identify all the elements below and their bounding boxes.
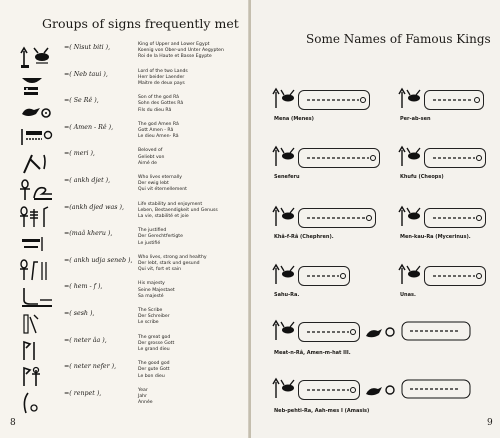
hieroglyph-icon <box>18 258 62 282</box>
sign-entry <box>14 281 246 311</box>
translation-line: Jahr <box>138 394 147 399</box>
translation-line: Der lebt, stark und gesund <box>138 261 200 266</box>
page-number: 8 <box>10 418 16 428</box>
cartouche-icon <box>298 322 360 342</box>
translation-line: Der Gerechtfertigte <box>138 234 183 240</box>
translations <box>138 255 207 274</box>
cartouche-icon <box>298 208 376 228</box>
translation-line: Maitre de deux pays <box>138 81 185 86</box>
translations <box>138 42 224 61</box>
nisut-biti-icon <box>398 264 424 290</box>
transliteration: =( ankh djet ), <box>64 177 111 184</box>
transliteration: =( neter nefer ), <box>64 363 117 371</box>
translation-line: Roi de la Haute et Basse Egypte <box>138 54 212 60</box>
translation-line: Le bon dieu <box>138 373 165 379</box>
king-name: Unas. <box>400 292 416 298</box>
second-cartouche-icon <box>364 320 474 346</box>
hieroglyph-icon <box>18 391 62 415</box>
sign-entry <box>14 42 246 72</box>
translation-line: Lord of the two Lands <box>138 68 188 74</box>
transliteration: =( sesh ), <box>64 310 95 317</box>
translation-line: Seine Majestaet <box>138 287 175 293</box>
translation-line: Der ewig lebt <box>138 181 169 187</box>
page-title: Some Names of Famous Kings <box>306 32 491 46</box>
transliteration: =( Se Rê ), <box>64 97 99 105</box>
translations <box>138 335 174 354</box>
translation-line: His majesty <box>138 281 165 287</box>
king-name: Seneferu <box>274 174 300 180</box>
hieroglyph-icon <box>18 205 62 229</box>
transliteration: =(ankh djed was ), <box>64 203 124 211</box>
sign-entry <box>14 361 246 391</box>
nisut-biti-icon <box>272 206 298 232</box>
translations <box>138 95 183 114</box>
king-name: Meat-n-Râ, Amen-m-hat III. <box>274 350 351 356</box>
king-name: Per-ab-sen <box>400 116 431 122</box>
translation-line: Life stability and enjoyment <box>138 201 203 207</box>
translations <box>138 69 188 88</box>
translation-line: Herr beider Laender <box>138 74 185 80</box>
hieroglyph-icon <box>18 151 62 175</box>
translations <box>138 202 218 221</box>
translation-line: Beloved of <box>138 148 163 154</box>
translation-line: Qui vit éternellement <box>138 187 187 193</box>
translation-line: Koenig von Ober-und Unter Aegypten <box>138 48 224 54</box>
transliteration: =( Neb taui ), <box>64 70 108 78</box>
translation-line: Who lives eternally <box>138 175 182 180</box>
cartouche-icon <box>424 266 486 286</box>
hieroglyph-icon <box>18 311 62 335</box>
hieroglyph-icon <box>18 125 62 149</box>
nisut-biti-icon <box>398 146 424 172</box>
sign-entry <box>14 308 246 338</box>
sign-entry <box>14 69 246 99</box>
second-cartouche-icon <box>364 378 474 404</box>
nisut-biti-icon <box>272 88 298 114</box>
hieroglyph-icon <box>18 338 62 362</box>
sign-entry <box>14 228 246 258</box>
sign-entry <box>14 202 246 232</box>
transliteration: =( Amen - Rê ), <box>64 123 114 131</box>
translation-line: Son of the god Râ <box>138 95 179 101</box>
translation-line: La vie, stabilité et joie <box>138 214 189 219</box>
translation-line: King of Upper and Lower Egypt <box>138 42 210 47</box>
transliteration: =(maâ kheru ), <box>64 230 113 238</box>
translations <box>138 148 164 167</box>
king-name: Khufu (Cheops) <box>400 174 444 180</box>
cartouche-icon <box>298 148 380 168</box>
transliteration: =( renpet ), <box>64 389 102 397</box>
translation-line: Fils du dieu Râ <box>138 107 172 113</box>
translation-line: Sa majesté <box>138 293 164 299</box>
hieroglyph-icon <box>18 45 62 69</box>
translation-line: The justified <box>138 228 167 234</box>
sign-entry <box>14 388 246 418</box>
sign-entry <box>14 122 246 152</box>
translation-line: Année <box>138 400 153 406</box>
translations <box>138 361 170 380</box>
translation-line: Who lives, strong and healthy <box>138 254 207 260</box>
translations <box>138 175 187 194</box>
king-name: Mena (Menes) <box>274 116 314 122</box>
transliteration: =( neter âa ), <box>64 336 107 344</box>
king-name: Neb-pehti-Ra, Aah-mes I (Amasis) <box>274 408 370 414</box>
nisut-biti-icon <box>272 320 298 346</box>
cartouche-icon <box>298 380 360 400</box>
hieroglyph-icon <box>18 364 62 388</box>
nisut-biti-icon <box>272 146 298 172</box>
translations <box>138 122 179 141</box>
translation-line: Leben, Bestaendigkeit und Genuss <box>138 207 218 213</box>
translation-line: Der grosse Gott <box>138 340 175 346</box>
sign-entry <box>14 95 246 125</box>
king-name: Khâ-f-Râ (Chephren). <box>274 234 334 240</box>
translation-line: Gott Amen - Râ <box>138 128 174 133</box>
left-page <box>0 0 249 438</box>
nisut-biti-icon <box>398 206 424 232</box>
translation-line: Le justifié <box>138 240 161 246</box>
transliteration: =( Nisut biti ), <box>64 44 111 51</box>
transliteration: =( meri ), <box>64 150 95 158</box>
hieroglyph-icon <box>18 231 62 255</box>
translation-line: The god Amen Râ <box>138 121 179 127</box>
translation-line: Sohn des Gottes Râ <box>138 101 184 107</box>
transliteration: =( ankh udja seneb ), <box>64 256 133 264</box>
sign-entry <box>14 175 246 205</box>
translation-line: Year <box>138 387 148 393</box>
translation-line: Le grand dieu <box>138 347 170 352</box>
translation-line: Qui vit, fort et sain <box>138 267 182 273</box>
page-title: Groups of signs frequently met <box>42 16 239 31</box>
translation-line: Der gute Gott <box>138 367 170 373</box>
translation-line: The Scribe <box>138 308 163 313</box>
translations <box>138 388 153 407</box>
king-name: Men-kau-Ra (Mycerinus). <box>400 234 471 240</box>
cartouche-icon <box>424 208 486 228</box>
cartouche-icon <box>298 90 370 110</box>
translations <box>138 281 175 300</box>
translation-line: Le scribe <box>138 320 159 326</box>
transliteration: =( hem - f ), <box>64 283 103 291</box>
cartouche-icon <box>298 266 350 286</box>
nisut-biti-icon <box>272 264 298 290</box>
nisut-biti-icon <box>272 378 298 404</box>
hieroglyph-icon <box>18 72 62 96</box>
translation-line: The good god <box>138 361 170 367</box>
translation-line: Geliebt von <box>138 154 165 160</box>
sign-entry <box>14 335 246 365</box>
nisut-biti-icon <box>398 88 424 114</box>
hieroglyph-icon <box>18 284 62 308</box>
translation-line: Aimé de <box>138 160 157 166</box>
sign-entry <box>14 255 246 285</box>
page-number: 9 <box>487 418 493 428</box>
translation-line: Le dieu Amen- Râ <box>138 134 179 140</box>
cartouche-icon <box>424 90 484 110</box>
translations <box>138 308 170 327</box>
translation-line: Der Schreiber <box>138 314 170 320</box>
cartouche-icon <box>424 148 486 168</box>
hieroglyph-icon <box>18 98 62 122</box>
sign-entry <box>14 148 246 178</box>
hieroglyph-icon <box>18 178 62 202</box>
translation-line: The great god <box>138 334 171 340</box>
translations <box>138 228 183 247</box>
king-name: Sahu-Ra. <box>274 292 300 298</box>
